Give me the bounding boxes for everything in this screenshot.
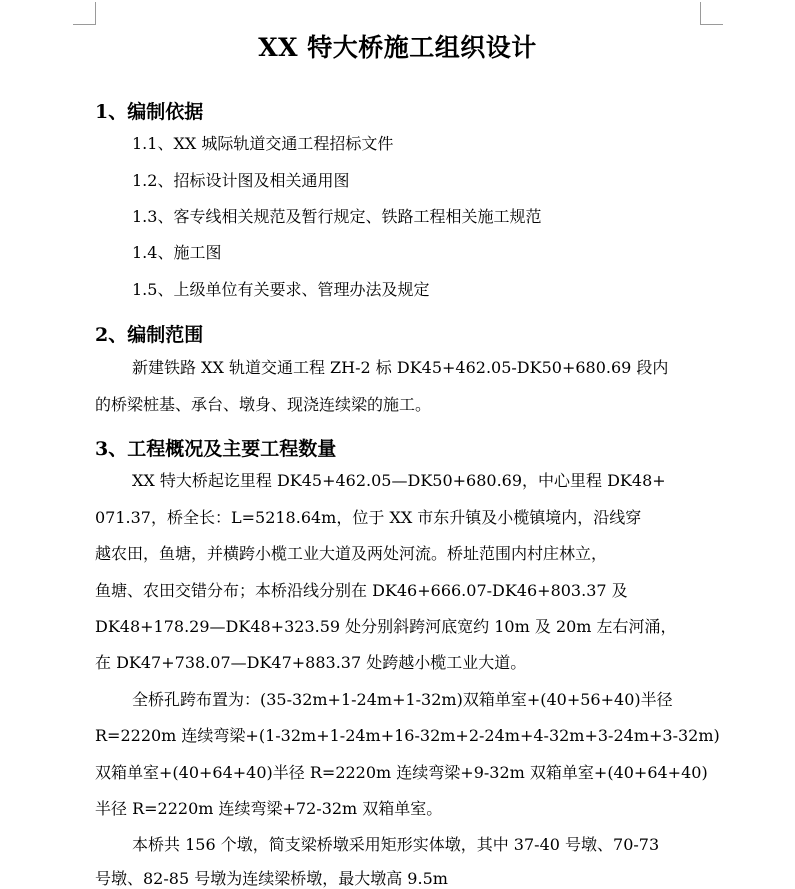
page-corner-mark-top-left — [73, 2, 96, 25]
paragraph-line: 双箱单室+(40+64+40)半径 R=2220m 连续弯梁+9-32m 双箱单室+(40+64+40) — [95, 763, 708, 782]
list-item: 1.3、客专线相关规范及暂行规定、铁路工程相关施工规范 — [132, 207, 542, 226]
paragraph-line: 越农田，鱼塘，并横跨小榄工业大道及两处河流。桥址范围内村庄林立， — [95, 544, 608, 563]
paragraph-line: 本桥共 156 个墩，简支梁桥墩采用矩形实体墩，其中 37-40 号墩、70-73 — [132, 835, 660, 854]
paragraph-line: 鱼塘、农田交错分布；本桥沿线分别在 DK46+666.07-DK46+803.37 及 — [95, 581, 628, 600]
paragraph-line: 的桥梁桩基、承台、墩身、现浇连续梁的施工。 — [95, 395, 432, 414]
paragraph-line: R=2220m 连续弯梁+(1-32m+1-24m+16-32m+2-24m+4-32m+3-24m+3-32m) — [95, 726, 720, 745]
paragraph-line: 新建铁路 XX 轨道交通工程 ZH-2 标 DK45+462.05-DK50+680.69 段内 — [132, 358, 669, 377]
page-corner-mark-top-right — [700, 2, 723, 25]
paragraph-line: XX 特大桥起讫里程 DK45+462.05—DK50+680.69，中心里程 DK48+ — [132, 471, 666, 490]
paragraph-line: 全桥孔跨布置为：(35-32m+1-24m+1-32m)双箱单室+(40+56+40)半径 — [132, 690, 673, 709]
section-heading-basis: 1、编制依据 — [95, 101, 204, 123]
section-heading-overview: 3、工程概况及主要工程数量 — [95, 438, 337, 460]
paragraph-line: 在 DK47+738.07—DK47+883.37 处跨越小榄工业大道。 — [95, 653, 527, 672]
list-item: 1.2、招标设计图及相关通用图 — [132, 171, 350, 190]
paragraph-line: DK48+178.29—DK48+323.59 处分别斜跨河底宽约 10m 及 20m 左右河涌， — [95, 617, 677, 636]
paragraph-line: 号墩、82-85 号墩为连续梁桥墩，最大墩高 9.5m — [95, 869, 448, 888]
list-item: 1.5、上级单位有关要求、管理办法及规定 — [132, 280, 430, 299]
paragraph-line: 071.37，桥全长：L=5218.64m，位于 XX 市东升镇及小榄镇境内，沿线穿 — [95, 508, 642, 527]
document-title: XX 特大桥施工组织设计 — [258, 33, 537, 62]
list-item: 1.1、XX 城际轨道交通工程招标文件 — [132, 134, 394, 153]
list-item: 1.4、施工图 — [132, 243, 222, 262]
section-heading-scope: 2、编制范围 — [95, 324, 204, 346]
paragraph-line: 半径 R=2220m 连续弯梁+72-32m 双箱单室。 — [95, 799, 443, 818]
